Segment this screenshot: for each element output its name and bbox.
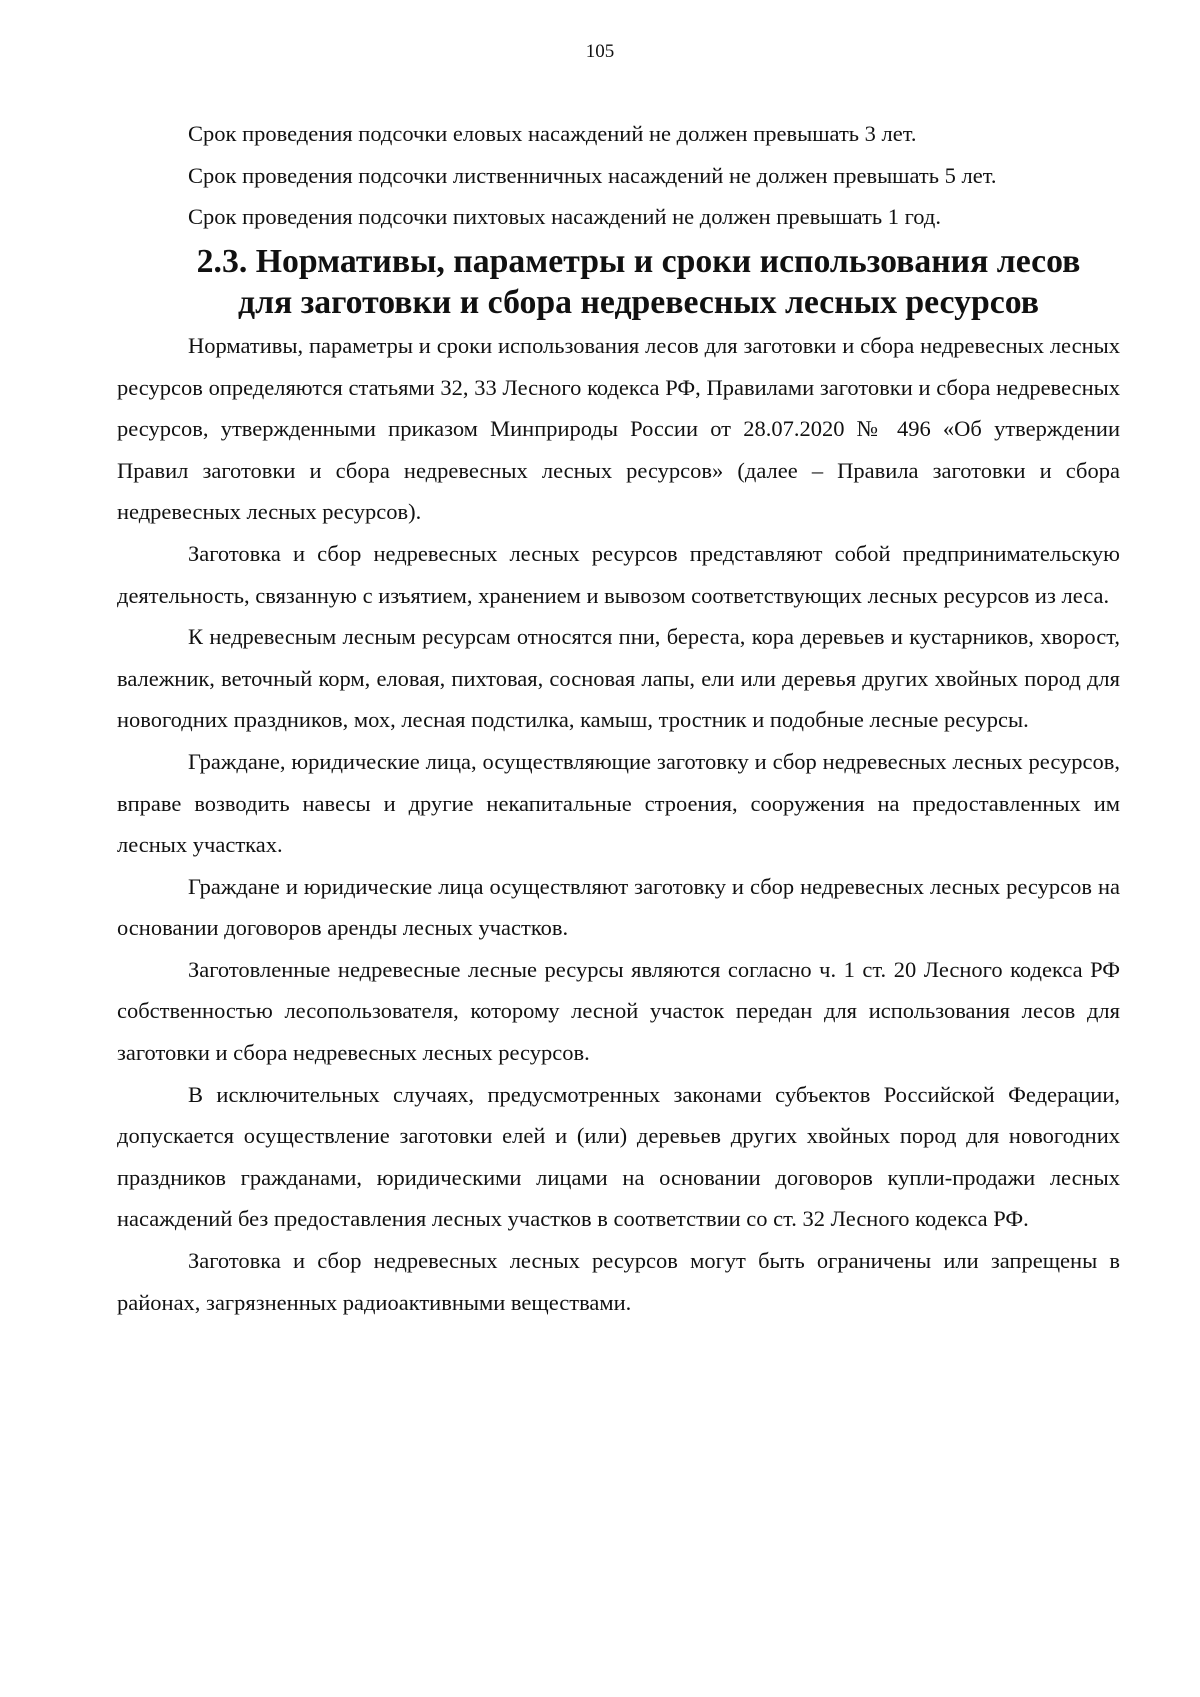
body-paragraph: Заготовка и сбор недревесных лесных ресурсов могут быть ограничены или запрещены в районах, загрязненных радиоактивными веществами. — [117, 1248, 1120, 1315]
intro-line: Срок проведения подсочки еловых насаждений не должен превышать 3 лет. — [188, 121, 917, 146]
body-paragraph: Граждане, юридические лица, осуществляющие заготовку и сбор недревесных лесных ресурсов, вправе возводить навесы и другие некапитальные строения, сооружения на предоставленных им лесных участках. — [117, 748, 1120, 858]
body-paragraph: Нормативы, параметры и сроки использования лесов для заготовки и сбора недревесных лесных ресурсов определяются статьями 32, 33 Лесного кодекса РФ, Правилами заготовки и сбора недревесных ресурсов, утвержденными приказом Минприроды России от 28.07.2020 № 496 «Об утверждении Правил заготовки и сбора недревесных лесных ресурсов» (далее – Правила заготовки и сбора недревесных лесных ресурсов). — [117, 332, 1120, 525]
body-paragraph: Заготовка и сбор недревесных лесных ресурсов представляют собой предпринимательскую деятельность, связанную с изъятием, хранением и вывозом соответствующих лесных ресурсов из леса. — [117, 540, 1120, 608]
body-paragraph: В исключительных случаях, предусмотренных законами субъектов Российской Федерации, допускается осуществление заготовки елей и (или) деревьев других хвойных пород для новогодних праздников гражданами, юридическими лицами на основании договоров купли-продажи лесных насаждений без предоставления лесных участков в соответствии со ст. 32 Лесного кодекса РФ. — [117, 1081, 1120, 1232]
page-number: 105 — [585, 41, 615, 62]
body-paragraph: К недревесным лесным ресурсам относятся пни, береста, кора деревьев и кустарников, хворост, валежник, веточный корм, еловая, пихтовая, сосновая лапы, ели или деревья других хвойных пород для новогодних праздников, мох, лесная подстилка, камыш, тростник и подобные лесные ресурсы. — [117, 624, 1120, 733]
body-paragraph: Заготовленные недревесные лесные ресурсы являются согласно ч. 1 ст. 20 Лесного кодекса РФ собственностью лесопользователя, которому лесной участок передан для использования лесов для заготовки и сбора недревесных лесных ресурсов. — [117, 956, 1120, 1066]
intro-line: Срок проведения подсочки лиственничных насаждений не должен превышать 5 лет. — [188, 162, 997, 188]
body-paragraph: Граждане и юридические лица осуществляют заготовку и сбор недревесных лесных ресурсов на основании договоров аренды лесных участков. — [117, 873, 1120, 941]
section-title: 2.3. Нормативы, параметры и сроки использования лесов для заготовки и сбора недревесных лесных ресурсов — [196, 242, 1081, 322]
intro-line: Срок проведения подсочки пихтовых насаждений не должен превышать 1 год. — [188, 204, 941, 230]
page-content — [117, 113, 1120, 1323]
